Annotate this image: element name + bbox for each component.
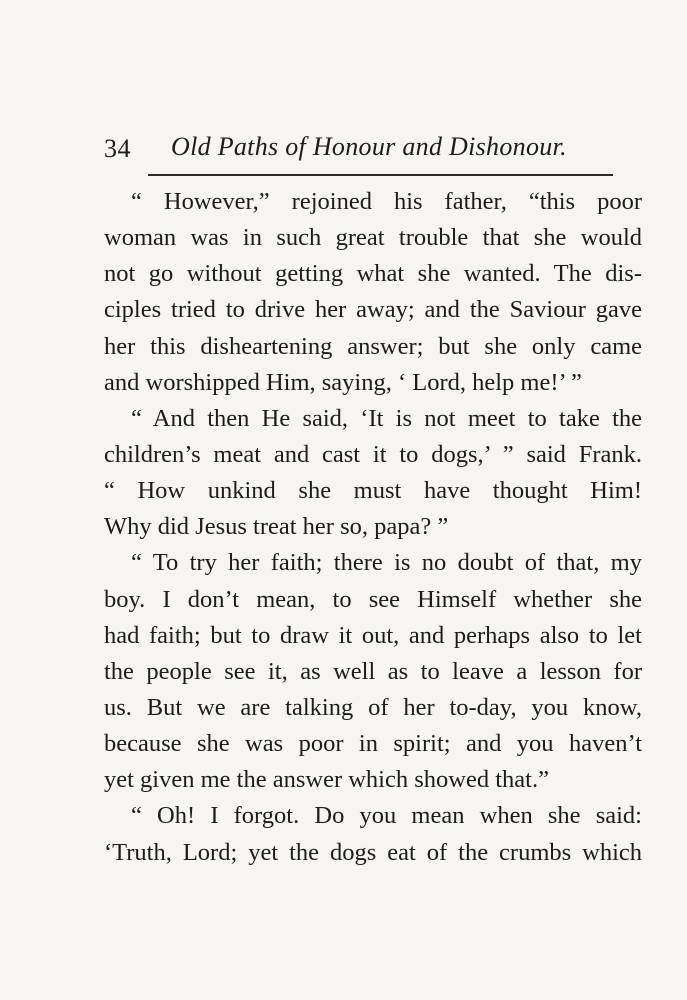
- header-rule: [148, 174, 613, 176]
- text-line: “ However,” rejoined his father, “this poor: [131, 188, 642, 215]
- text-line: her this disheartening answer; but she only came: [104, 332, 642, 360]
- text-line: “ To try her faith; there is no doubt of that, my: [131, 549, 642, 577]
- text-line: and worshipped Him, saying, ‘ Lord, help me!’ ”: [104, 368, 582, 396]
- text-line: “ Oh! I forgot. Do you mean when she said:: [131, 802, 642, 830]
- page-header: [104, 128, 640, 168]
- text-line: because she was poor in spirit; and you haven’t: [104, 730, 642, 758]
- text-line: Why did Jesus treat her so, papa? ”: [104, 513, 449, 541]
- text-line: had faith; but to draw it out, and perhaps also to let: [104, 621, 642, 649]
- text-line: “ And then He said, ‘It is not meet to take the: [131, 404, 642, 432]
- text-line: boy. I don’t mean, to see Himself whether she: [104, 585, 642, 613]
- body-text: [104, 184, 642, 871]
- text-line: ‘Truth, Lord; yet the dogs eat of the crumbs which: [104, 838, 642, 866]
- text-line: children’s meat and cast it to dogs,’ ” said Frank.: [104, 440, 642, 468]
- text-line: ciples tried to drive her away; and the Saviour gave: [104, 296, 642, 324]
- text-line: “ How unkind she must have thought Him!: [104, 477, 642, 505]
- text-line: us. But we are talking of her to-day, you know,: [104, 693, 642, 721]
- text-line: the people see it, as well as to leave a lesson for: [104, 657, 642, 685]
- page-number: 34: [104, 134, 131, 163]
- running-title: Old Paths of Honour and Dishonour.: [171, 132, 567, 161]
- text-line: yet given me the answer which showed that.”: [104, 766, 549, 794]
- text-line: woman was in such great trouble that she would: [104, 224, 642, 252]
- text-line: not go without getting what she wanted. The dis-: [104, 260, 642, 288]
